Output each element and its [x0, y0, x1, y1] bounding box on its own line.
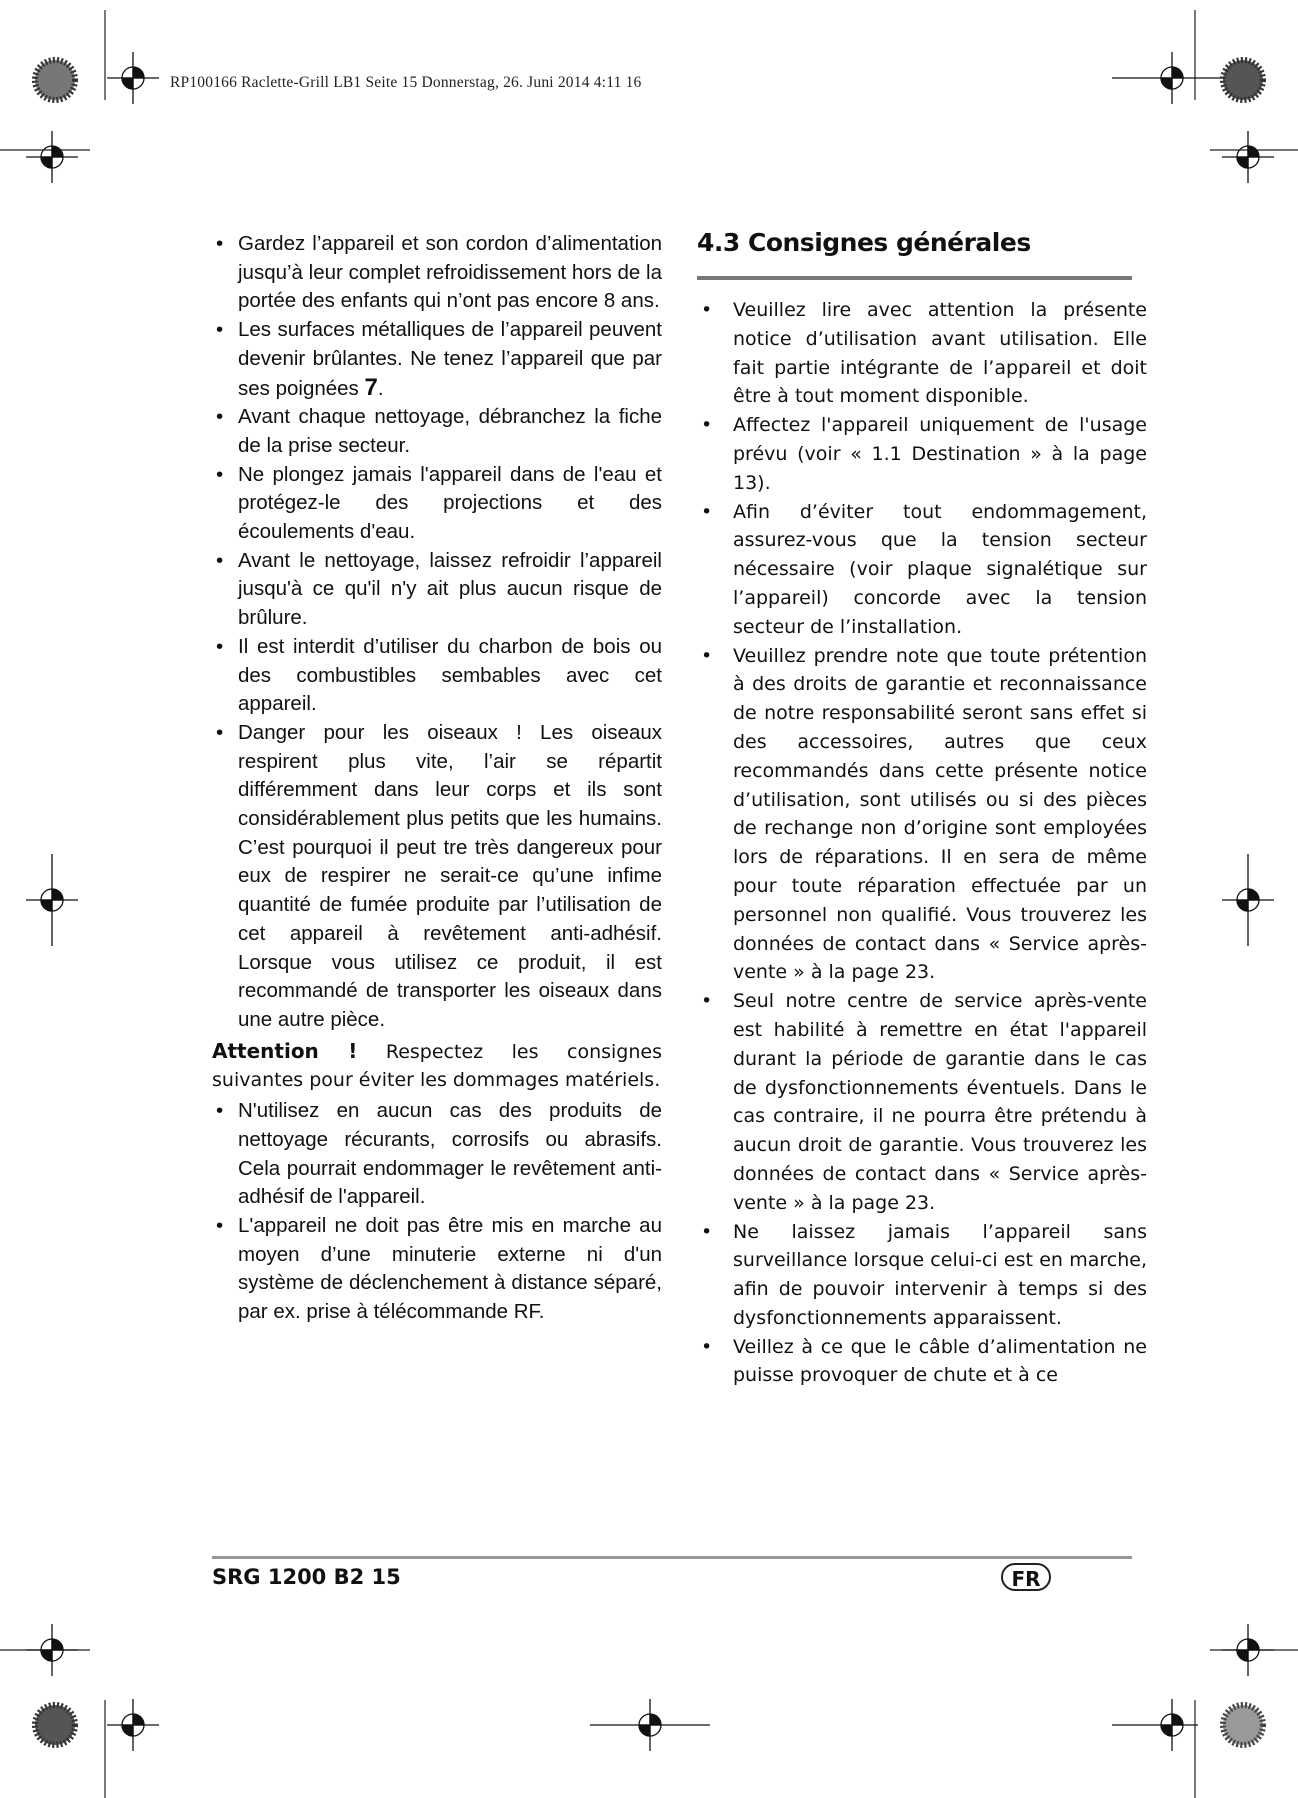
- attention-note: [212, 1037, 662, 1095]
- list-item: • Afin d’éviter tout endommagement, assurez-vous que la tension secteur nécessaire (voir plaque signalétique sur l’appareil) concorde avec la tension secteur de l’installation.: [697, 498, 1147, 642]
- list-item: • Veuillez prendre note que toute prétention à des droits de garantie et reconnaissance de notre responsabilité seront sans effet si des accessoires, autres que ceux recommandés dans cette présente notice d’utilisation, sont utilisés ou si des pièces de rechange non d’origine sont employées lors de réparations. Il en sera de même pour toute réparation effectuée par un personnel non qualifié. Vous trouverez les données de contact dans « Service après-vente » à la page 23.: [697, 642, 1147, 988]
- list-item: [212, 316, 662, 403]
- punctuation: .: [377, 376, 384, 400]
- general-instructions-list: [697, 296, 1147, 1390]
- attention-label: Attention !: [212, 1038, 358, 1063]
- list-item: • Veuillez lire avec attention la présente notice d’utilisation avant utilisation. Elle fait partie intégrante de l’appareil et doit être à tout moment disponible.: [697, 296, 1147, 411]
- safety-list: [212, 230, 662, 1035]
- left-column: [212, 230, 662, 1327]
- section-title: 4.3 Consignes générales: [697, 228, 1031, 257]
- list-item: • Affectez l'appareil uniquement de l'usage prévu (voir « 1.1 Destination » à la page 13).: [697, 411, 1147, 497]
- list-item: • Seul notre centre de service après-vente est habilité à remettre en état l'appareil durant la période de garantie dans le cas de dysfonctionnements éventuels. Dans le cas contraire, il ne pourra être prétendu à aucun droit de garantie. Vous trouverez les données de contact dans « Service après-vente » à la page 23.: [697, 987, 1147, 1217]
- section-divider: [697, 276, 1132, 280]
- list-item: • Veillez à ce que le câble d’alimentation ne puisse provoquer de chute et à ce: [697, 1333, 1147, 1391]
- attention-text: Respectez les consignes suivantes pour éviter les dommages matériels.: [212, 1040, 662, 1092]
- list-item: • Danger pour les oiseaux ! Les oiseaux respirent plus vite, l’air se répartit différemment dans leur corps et ils sont considérablement plus petits que les humains. C’est pourquoi il peut tre très dangereux pour eux de respirer ne serait-ce qu’une infime quantité de fumée produite par l’utilisation de cet appareil à revêtement anti-adhésif. Lorsque vous utilisez ce produit, il est recommandé de transporter les oiseaux dans une autre pièce.: [212, 719, 662, 1035]
- footer-divider: [212, 1556, 1132, 1559]
- list-item: • Avant chaque nettoyage, débranchez la fiche de la prise secteur.: [212, 403, 662, 460]
- list-item: • N'utilisez en aucun cas des produits de nettoyage récurants, corrosifs ou abrasifs. Cela pourrait endommager le revêtement anti-adhésif de l'appareil.: [212, 1097, 662, 1212]
- part-reference: 7: [364, 373, 378, 401]
- print-slug: RP100166 Raclette-Grill LB1 Seite 15 Donnerstag, 26. Juni 2014 4:11 16: [170, 74, 642, 91]
- list-item-text: Les surfaces métalliques de l’appareil peuvent devenir brûlantes. Ne tenez l’appareil que par ses poignées: [238, 318, 662, 400]
- footer-model-page: SRG 1200 B2 15: [212, 1565, 401, 1589]
- list-item: • Ne laissez jamais l’appareil sans surveillance lorsque celui-ci est en marche, afin de pouvoir intervenir à temps si des dysfonctionnements apparaissent.: [697, 1218, 1147, 1333]
- language-badge: FR: [1001, 1563, 1051, 1591]
- list-item: • L'appareil ne doit pas être mis en marche au moyen d’une minuterie externe ni d'un système de déclenchement à distance séparé, par ex. prise à télécommande RF.: [212, 1212, 662, 1327]
- list-item: • Gardez l’appareil et son cordon d’alimentation jusqu’à leur complet refroidissement hors de la portée des enfants qui n’ont pas encore 8 ans.: [212, 230, 662, 316]
- list-item: • Il est interdit d’utiliser du charbon de bois ou des combustibles sembables avec cet appareil.: [212, 633, 662, 719]
- damage-list: [212, 1097, 662, 1327]
- right-column: [697, 296, 1147, 1390]
- list-item: • Ne plongez jamais l'appareil dans de l'eau et protégez-le des projections et des écoulements d'eau.: [212, 461, 662, 547]
- list-item: • Avant le nettoyage, laissez refroidir l’appareil jusqu'à ce qu'il n'y ait plus aucun risque de brûlure.: [212, 547, 662, 633]
